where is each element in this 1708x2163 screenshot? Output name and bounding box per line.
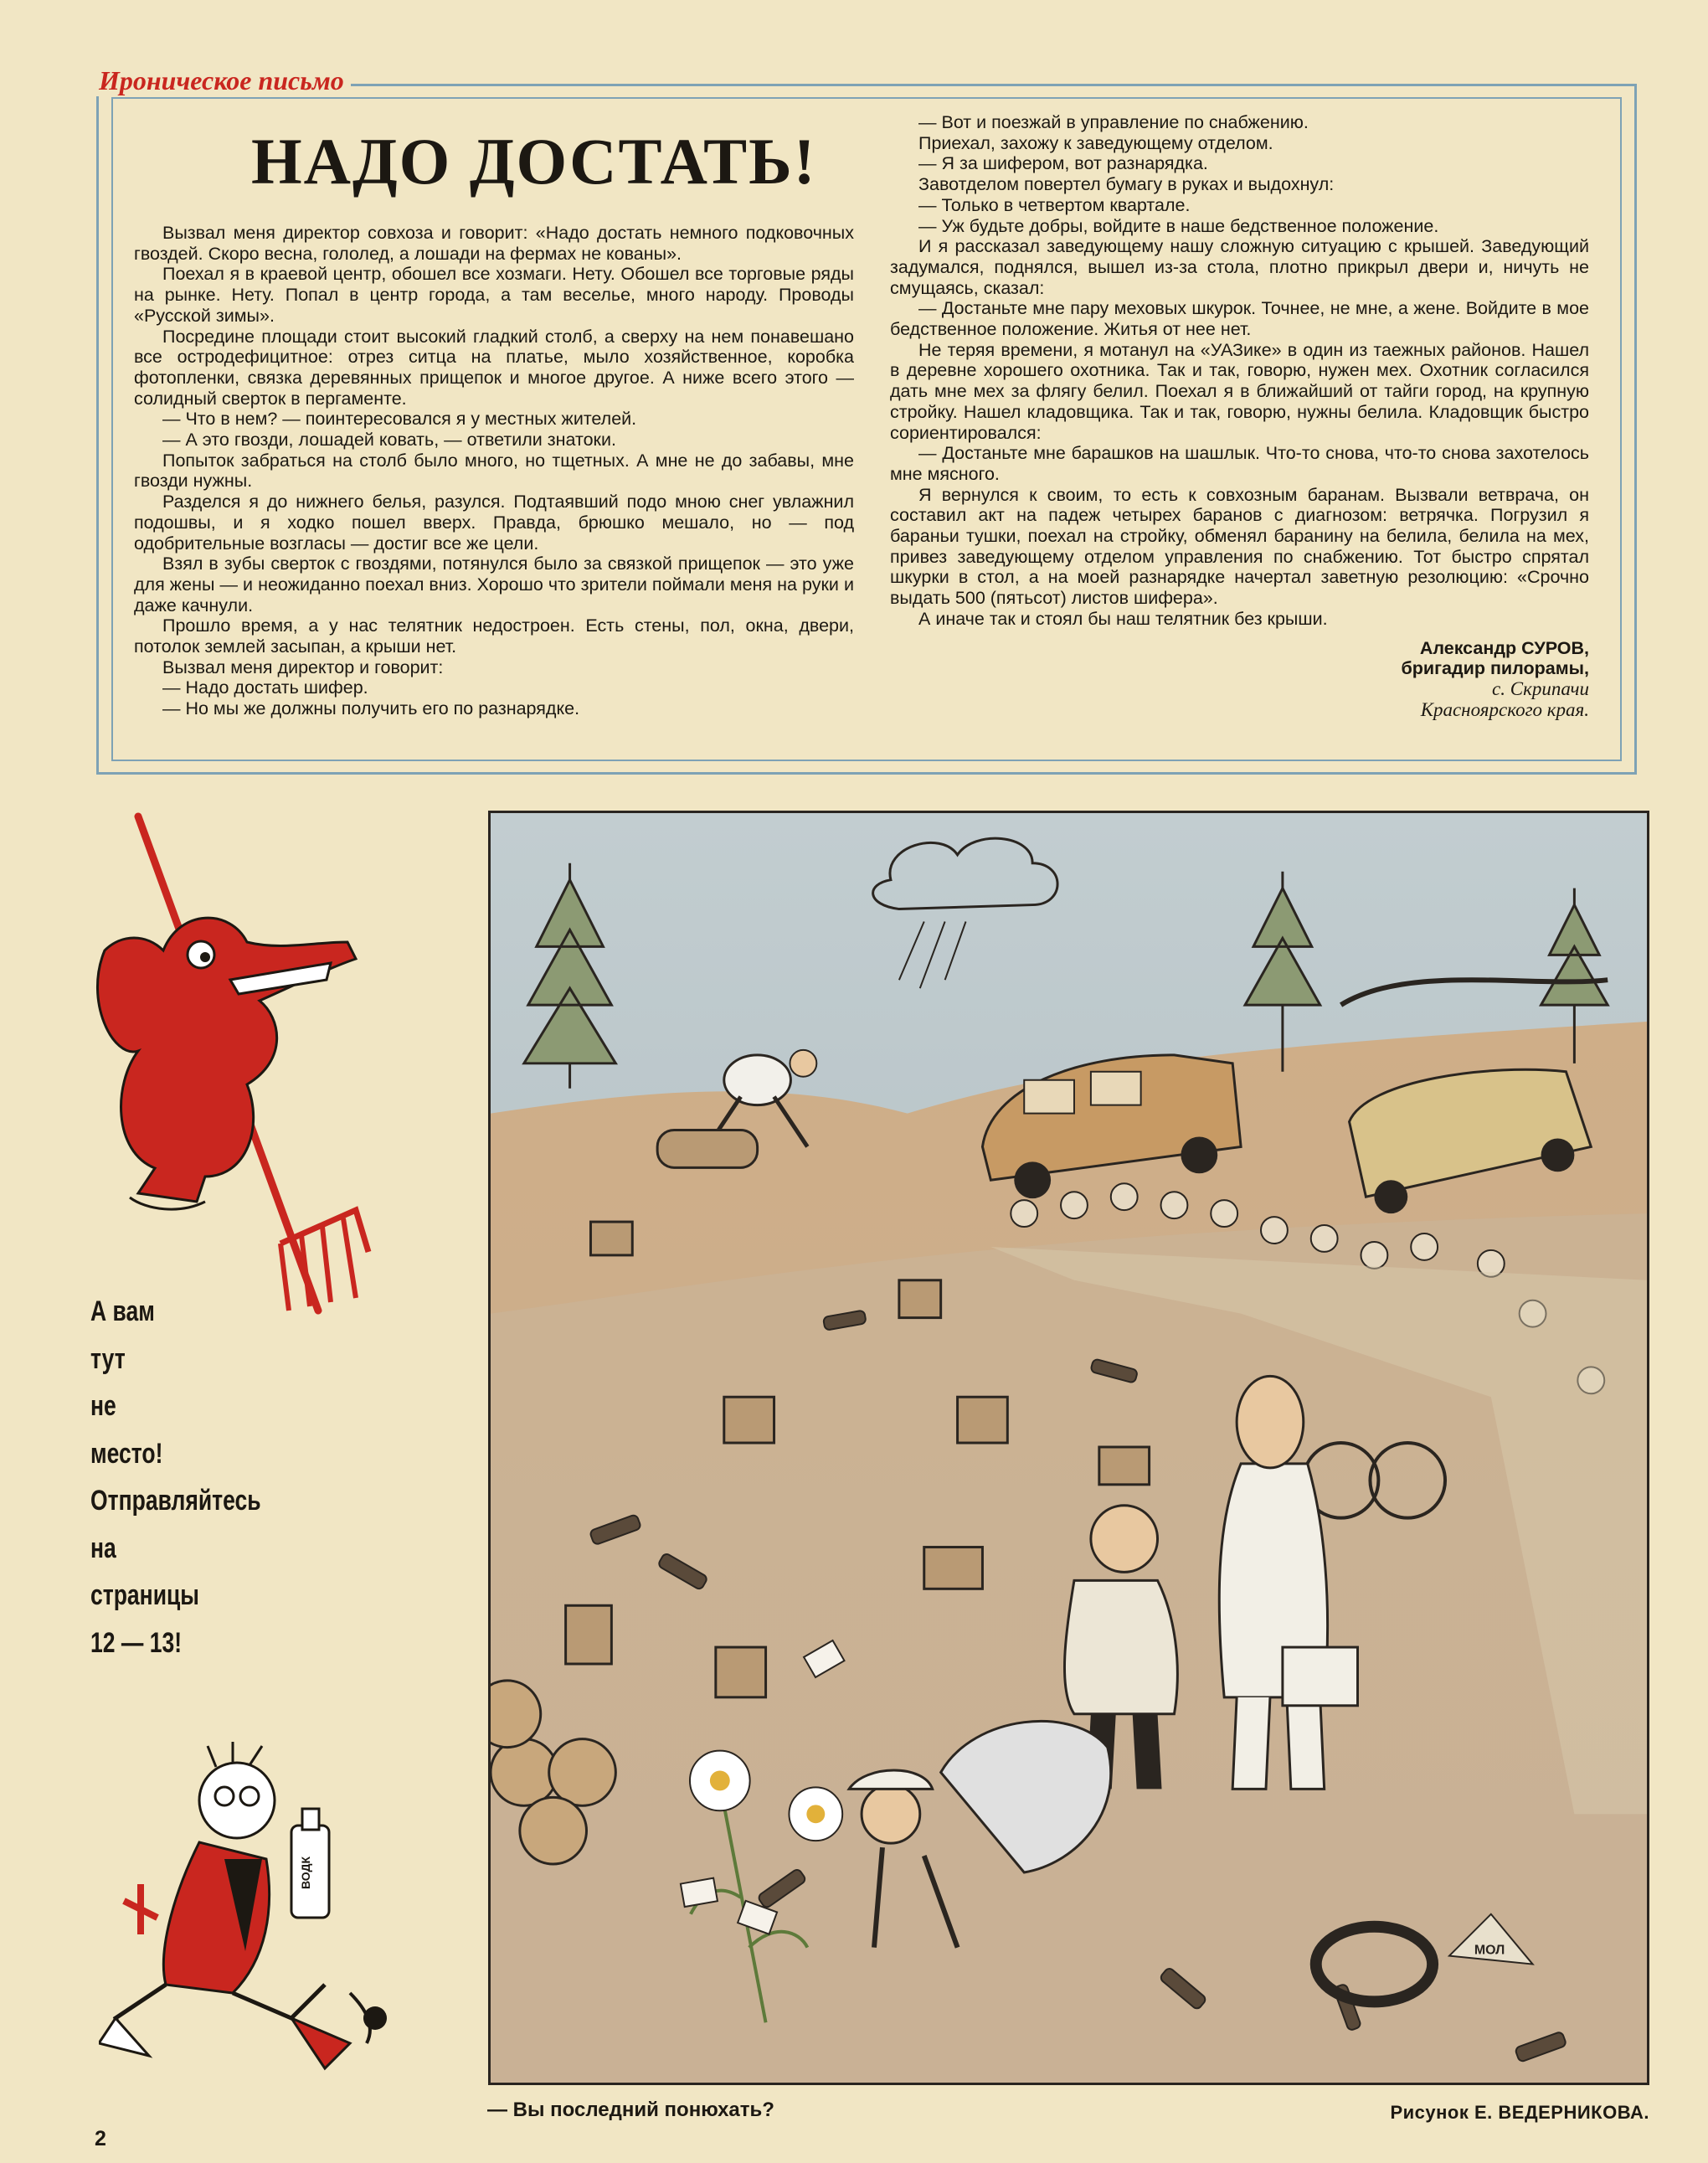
author-region: Красноярского края. bbox=[1420, 698, 1589, 720]
cartoon-caption: — Вы последний понюхать? bbox=[487, 2099, 774, 2121]
author-village: с. Скрипачи bbox=[1492, 677, 1589, 699]
illustration-credit bbox=[1390, 2102, 1649, 2124]
side-promo-text bbox=[90, 1288, 261, 1666]
red-mascot-pitchfork-illustration bbox=[80, 808, 414, 1344]
side-text-line: не bbox=[90, 1390, 116, 1422]
radio-icon bbox=[1283, 1647, 1358, 1706]
paragraph: — Достаньте мне барашков на шашлык. Что-то снова, что-то снова захотелось мне мясного. bbox=[890, 443, 1589, 484]
paragraph: Посредине площади стоит высокий гладкий столб, а сверху на нем понавешано все остродефицитное: отрез ситца на платье, мыло хозяйственное, коробка фотопленки, связка деревянных прищепок и многое другое. А ниже всего этого — солидный сверток в пергаменте. bbox=[134, 326, 854, 409]
paragraph: Приехал, захожу к заведующему отделом. bbox=[918, 132, 1273, 153]
article-headline: НАДО ДОСТАТЬ! bbox=[251, 125, 817, 198]
paragraph: Вызвал меня директор совхоза и говорит: «Надо достать немного подковочных гвоздей. Скоро весна, гололед, а лошади на фермах не кованы». bbox=[134, 223, 854, 264]
author-signature bbox=[890, 638, 1589, 721]
paragraph: Не теряя времени, я мотанул на «УАЗике» в один из таежных районов. Нашел в деревне хорошего охотника. Так и так, говорю, нужен мех. Охотник согласился дать мне мех за флягу белил. Поехал я в ближайший от тайги город, на крупную стройку. Нашел кладовщика. Так и так, говорю, нужны белила. Кладовщик быстро сориентировался: bbox=[890, 339, 1589, 443]
article-right-column bbox=[890, 112, 1589, 720]
cartoon-illustration bbox=[488, 811, 1649, 2085]
side-text-line: 12 — 13! bbox=[90, 1626, 183, 1659]
side-text-line: место! bbox=[90, 1437, 163, 1470]
paragraph: Завотделом повертел бумагу в руках и выдохнул: bbox=[918, 174, 1335, 195]
paragraph: — Надо достать шифер. bbox=[162, 677, 368, 698]
side-text-line: А вам bbox=[90, 1295, 155, 1327]
paragraph: — Уж будьте добры, войдите в наше бедственное положение. bbox=[918, 215, 1439, 236]
cartoon-scene bbox=[491, 813, 1647, 2083]
page-number: 2 bbox=[95, 2127, 106, 2150]
paragraph: — Что в нем? — поинтересовался я у местных жителей. bbox=[162, 409, 637, 430]
sign-label-text: МОЛ bbox=[1474, 1943, 1505, 1958]
rubric-label: Ироническое письмо bbox=[92, 65, 351, 96]
paragraph: Поехал я в краевой центр, обошел все хозмаги. Нету. Обошел все торговые ряды на рынке. Нету. Попал в центр города, а там веселье, много народу. Проводы «Русской зимы». bbox=[134, 264, 854, 326]
paragraph: — Достаньте мне пару меховых шкурок. Точнее, не мне, а жене. Войдите в мое бедственное положение. Житья от нее нет. bbox=[890, 298, 1589, 340]
paragraph: — Вот и поезжай в управление по снабжению. bbox=[918, 112, 1309, 132]
side-text-line: страницы bbox=[90, 1579, 199, 1611]
paragraph: — А это гвозди, лошадей ковать, — ответили знатоки. bbox=[162, 430, 616, 451]
paragraph: Разделся я до нижнего белья, разулся. Подтаявший подо мною снег увлажнил подошвы, и я ходко пошел вверх. Правда, брюшко мешало, но — под одобрительные возгласы — достиг все же цели. bbox=[134, 492, 854, 554]
paragraph: А иначе так и стоял бы наш телятник без крыши. bbox=[918, 608, 1328, 629]
paragraph: — Но мы же должны получить его по разнарядке. bbox=[162, 698, 580, 719]
paragraph: Я вернулся к своим, то есть к совхозным баранам. Вызвали ветврача, он составил акт на падеж четырех баранов с диагнозом: ветрячка. Погрузил я бараньи тушки, поехал на стройку, обменял баранину на белила, белила на мех, привез заведующему отделом управления по снабжению. Тот быстро спрятал шкурки в стол, а на моей разнарядке начертал заветную резолюцию: «Срочно выдать 500 (пятьсот) листов шифера». bbox=[890, 484, 1589, 609]
running-man-with-bottle-illustration bbox=[99, 1742, 467, 2085]
author-name: Александр СУРОВ, bbox=[1419, 637, 1589, 658]
paragraph: — Только в четвертом квартале. bbox=[918, 194, 1191, 215]
credit-prefix: Рисунок bbox=[1390, 2102, 1469, 2123]
author-role: бригадир пилорамы, bbox=[1401, 658, 1589, 679]
paragraph: Прошло время, а у нас телятник недостроен. Есть стены, пол, окна, двери, потолок землей засыпан, а крыши нет. bbox=[134, 615, 854, 657]
paragraph: Взял в зубы сверток с гвоздями, потянулся было за связкой прищепок — это уже для жены — и неожиданно поехал вниз. Хорошо что зрители поймали меня на руки и даже качнули. bbox=[134, 554, 854, 615]
side-text-line: на bbox=[90, 1532, 116, 1564]
credit-author: Е. ВЕДЕРНИКОВА. bbox=[1474, 2102, 1649, 2123]
paragraph: И я рассказал заведующему нашу сложную ситуацию с крышей. Заведующий задумался, поднялся, вышел из-за стола, плотно прикрыл двери и, ничуть не смущаясь, сказал: bbox=[890, 236, 1589, 298]
paragraph: Вызвал меня директор и говорит: bbox=[162, 657, 444, 677]
side-text-line: Отправляйтесь bbox=[90, 1485, 261, 1517]
article-left-column bbox=[134, 223, 854, 719]
side-text-line: тут bbox=[90, 1342, 126, 1375]
bottle-label-text: ВОДК bbox=[299, 1857, 312, 1889]
paragraph: — Я за шифером, вот разнарядка. bbox=[918, 153, 1208, 174]
paragraph: Попыток забраться на столб было много, но тщетных. А мне не до забавы, мне гвозди нужны. bbox=[134, 450, 854, 492]
